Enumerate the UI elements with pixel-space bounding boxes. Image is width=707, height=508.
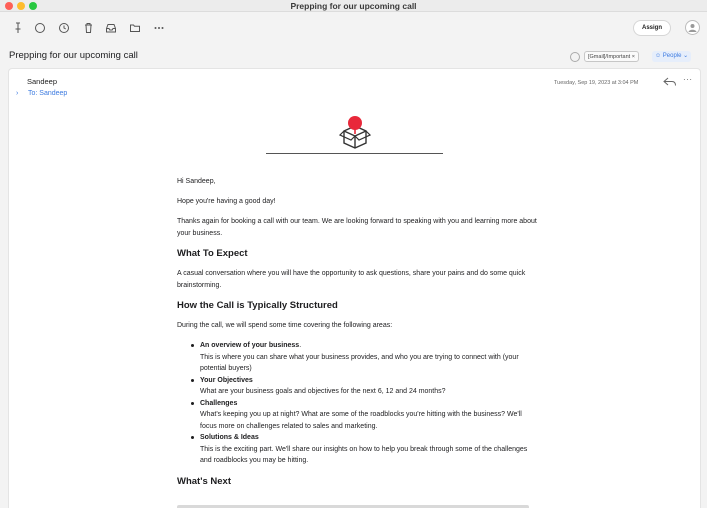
list-item [191, 432, 537, 467]
avatar[interactable] [685, 20, 700, 35]
section-heading: What To Expect [177, 247, 248, 259]
logo-divider [266, 153, 443, 154]
chevron-right-icon[interactable]: › [16, 90, 19, 97]
sender-name: Sandeep [27, 77, 58, 86]
people-chip[interactable] [652, 51, 691, 62]
list-item [191, 340, 537, 375]
people-chip-label: People [662, 53, 682, 59]
list-item-title: Your Objectives [200, 376, 253, 384]
tag-icon[interactable] [570, 52, 580, 62]
list-item-suffix: . [299, 342, 302, 349]
list-item-title: Solutions & Ideas [200, 434, 259, 441]
clock-icon[interactable] [57, 21, 71, 35]
list-item-text: What's keeping you up at night? What are some of the roadblocks you're hitting with the business? We'll focus more on challenges related to sales and marketing. [200, 411, 522, 430]
inbox-icon[interactable] [104, 21, 118, 35]
folder-icon[interactable] [128, 21, 142, 35]
box-logo-icon [339, 115, 371, 149]
message-date: Tuesday, Sep 19, 2023 at 3:04 PM [554, 80, 639, 86]
list-item-text: What are your business goals and objectives for the next 6, 12 and 24 months? [200, 388, 446, 395]
recipient-line[interactable]: To: Sandeep [28, 90, 68, 97]
title-bar [0, 0, 707, 12]
chevron-down-icon: ⌄ [681, 53, 689, 59]
list-item-title: An overview of your business [200, 342, 300, 349]
circle-icon[interactable] [33, 21, 47, 35]
message-card [8, 68, 701, 508]
agenda-list [191, 340, 537, 467]
person-icon [686, 21, 699, 34]
person-icon: ☺ [655, 53, 663, 59]
list-item-text: This is where you can share what your business provides, and who you are trying to connect with (your potential buyers) [200, 353, 519, 372]
trash-icon[interactable] [81, 21, 95, 35]
greeting: Hi Sandeep, [177, 178, 216, 185]
list-item [191, 398, 537, 433]
reply-icon[interactable] [663, 77, 677, 87]
body-paragraph: A casual conversation where you will have the opportunity to ask questions, share your pains and do some quick brainstorming. [177, 270, 526, 289]
window-title: Prepping for our upcoming call [290, 1, 417, 11]
list-item [191, 375, 537, 398]
body-paragraph: Hope you're having a good day! [177, 198, 276, 205]
list-item-title: Challenges [200, 399, 238, 407]
label-chip[interactable]: [Gmail]/Important × [584, 51, 639, 62]
pin-icon[interactable] [11, 21, 25, 35]
email-subject: Prepping for our upcoming call [9, 50, 138, 61]
assign-button[interactable]: Assign [633, 20, 671, 36]
section-heading: What's Next [177, 475, 231, 487]
section-heading: How the Call is Typically Structured [177, 299, 338, 311]
body-paragraph: During the call, we will spend some time covering the following areas: [177, 322, 393, 329]
list-item-text: This is the exciting part. We'll share our insights on how to help you break through some of the challenges and roadblocks you may be hitting. [200, 445, 528, 464]
body-paragraph: Thanks again for booking a call with our team. We are looking forward to speaking with you and learning more about your business. [177, 218, 537, 237]
toolbar [0, 12, 707, 44]
subject-bar [0, 44, 707, 68]
more-icon[interactable] [152, 21, 166, 35]
message-body [177, 176, 537, 496]
message-more-icon[interactable]: ··· [683, 75, 693, 84]
